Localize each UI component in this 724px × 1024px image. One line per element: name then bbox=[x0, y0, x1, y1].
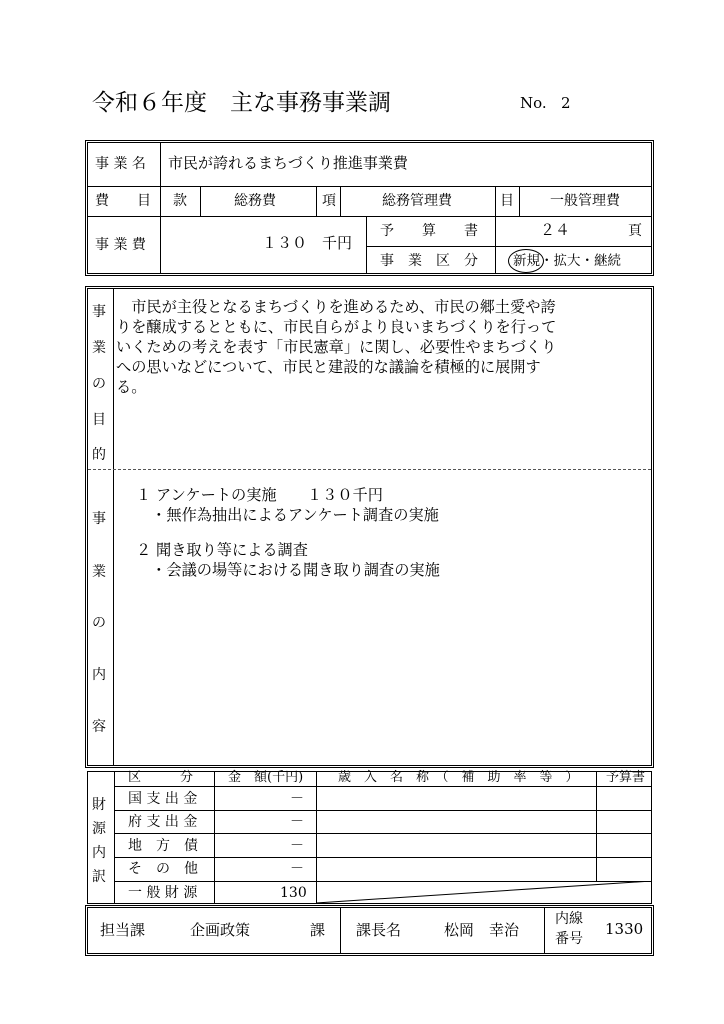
content-label-char: 業 bbox=[92, 564, 106, 580]
content-line: ２ 聞き取り等による調査 bbox=[136, 541, 308, 559]
purpose-label-char: 目 bbox=[92, 412, 106, 428]
kachomei-label: 課長名 bbox=[356, 921, 402, 939]
kubun-label: 事 業 区 分 bbox=[380, 253, 478, 269]
purpose-label-char: 的 bbox=[92, 447, 106, 463]
page-unit: 頁 bbox=[628, 223, 642, 239]
naisen-label-2: 番号 bbox=[555, 931, 583, 947]
tantoka-label: 担当課 bbox=[100, 921, 146, 939]
finance-row-amount: － bbox=[290, 861, 304, 877]
finance-row-name: 一 般 財 源 bbox=[128, 885, 198, 901]
content-label-char: の bbox=[92, 615, 106, 631]
purpose-label-char: 業 bbox=[92, 340, 106, 356]
finance-row-name: 府 支 出 金 bbox=[128, 814, 198, 830]
content-label-char: 事 bbox=[92, 511, 106, 527]
ka-suffix: 課 bbox=[310, 921, 326, 939]
kubun-shinki: 新規 bbox=[513, 253, 540, 269]
jigyo-mei-label: 事 業 名 bbox=[95, 156, 146, 172]
yosansho-label: 予 算 書 bbox=[380, 223, 478, 239]
finance-row-amount: 130 bbox=[280, 885, 307, 901]
jigyohi-value: １３０ 千円 bbox=[262, 234, 353, 252]
finance-row-amount: － bbox=[290, 814, 304, 830]
col-kubun: 区 分 bbox=[128, 770, 194, 785]
purpose-label-char: の bbox=[92, 376, 106, 392]
kubun-rest: ・拡大・継続 bbox=[540, 253, 621, 269]
content-line: ・無作為抽出によるアンケート調査の実施 bbox=[136, 506, 439, 524]
finance-row-amount: － bbox=[290, 838, 304, 854]
finance-row-name: 地 方 債 bbox=[128, 838, 198, 854]
jigyohi-label: 事 業 費 bbox=[95, 237, 146, 253]
no-value: 2 bbox=[560, 94, 571, 112]
tantoka-value: 企画政策 bbox=[190, 921, 251, 939]
content-label-char: 内 bbox=[92, 667, 106, 683]
himoku-label: 費 目 bbox=[95, 193, 151, 209]
finance-label-char: 訳 bbox=[92, 869, 106, 885]
purpose-line: る。 bbox=[116, 378, 147, 396]
finance-label-char: 源 bbox=[92, 821, 106, 837]
finance-row-amount: － bbox=[290, 791, 304, 807]
content-label-char: 容 bbox=[92, 719, 106, 735]
no-label: No. bbox=[520, 94, 547, 112]
col-sainyu: 歳 入 名 称 （ 補 助 率 等 ） bbox=[338, 770, 579, 785]
purpose-label-char: 事 bbox=[92, 304, 106, 320]
purpose-line: への思いなどについて、市民と建設的な議論を積極的に展開す bbox=[116, 358, 541, 376]
col-yosansho: 予算書 bbox=[606, 770, 646, 785]
finance-label-char: 財 bbox=[92, 797, 106, 813]
jigyo-mei-value: 市民が誇れるまちづくり推進事業費 bbox=[168, 154, 408, 172]
ko-value: 総務管理費 bbox=[382, 193, 452, 209]
content-line: １ アンケートの実施 １３０千円 bbox=[136, 486, 383, 504]
yosansho-page: ２４ bbox=[540, 221, 571, 239]
kan-label: 款 bbox=[173, 193, 187, 209]
finance-label-char: 内 bbox=[92, 845, 106, 861]
finance-row-name: 国 支 出 金 bbox=[128, 791, 198, 807]
purpose-line: 市民が主役となるまちづくりを進めるため、市民の郷土愛や誇 bbox=[116, 298, 556, 316]
purpose-line: いくための考えを表す「市民憲章」に関し、必要性やまちづくり bbox=[116, 338, 557, 356]
ko-label: 項 bbox=[322, 193, 336, 209]
naisen-label-1: 内線 bbox=[555, 911, 583, 927]
naisen-value: 1330 bbox=[605, 920, 644, 938]
moku-value: 一般管理費 bbox=[550, 193, 620, 209]
content-line: ・会議の場等における聞き取り調査の実施 bbox=[136, 561, 440, 579]
moku-label: 目 bbox=[500, 193, 514, 209]
page-title: 令和６年度 主な事務事業調 bbox=[92, 90, 391, 116]
blank-diagonal bbox=[316, 881, 652, 904]
kan-value: 総務費 bbox=[234, 193, 276, 209]
purpose-line: りを醸成するとともに、市民自らがより良いまちづくりを行って bbox=[116, 318, 557, 336]
finance-row-name: そ の 他 bbox=[128, 861, 198, 877]
document-number-label bbox=[520, 96, 571, 110]
kachomei-value: 松岡 幸治 bbox=[444, 921, 520, 939]
kubun-options bbox=[513, 254, 621, 268]
col-kingaku: 金 額(千円) bbox=[228, 770, 304, 785]
